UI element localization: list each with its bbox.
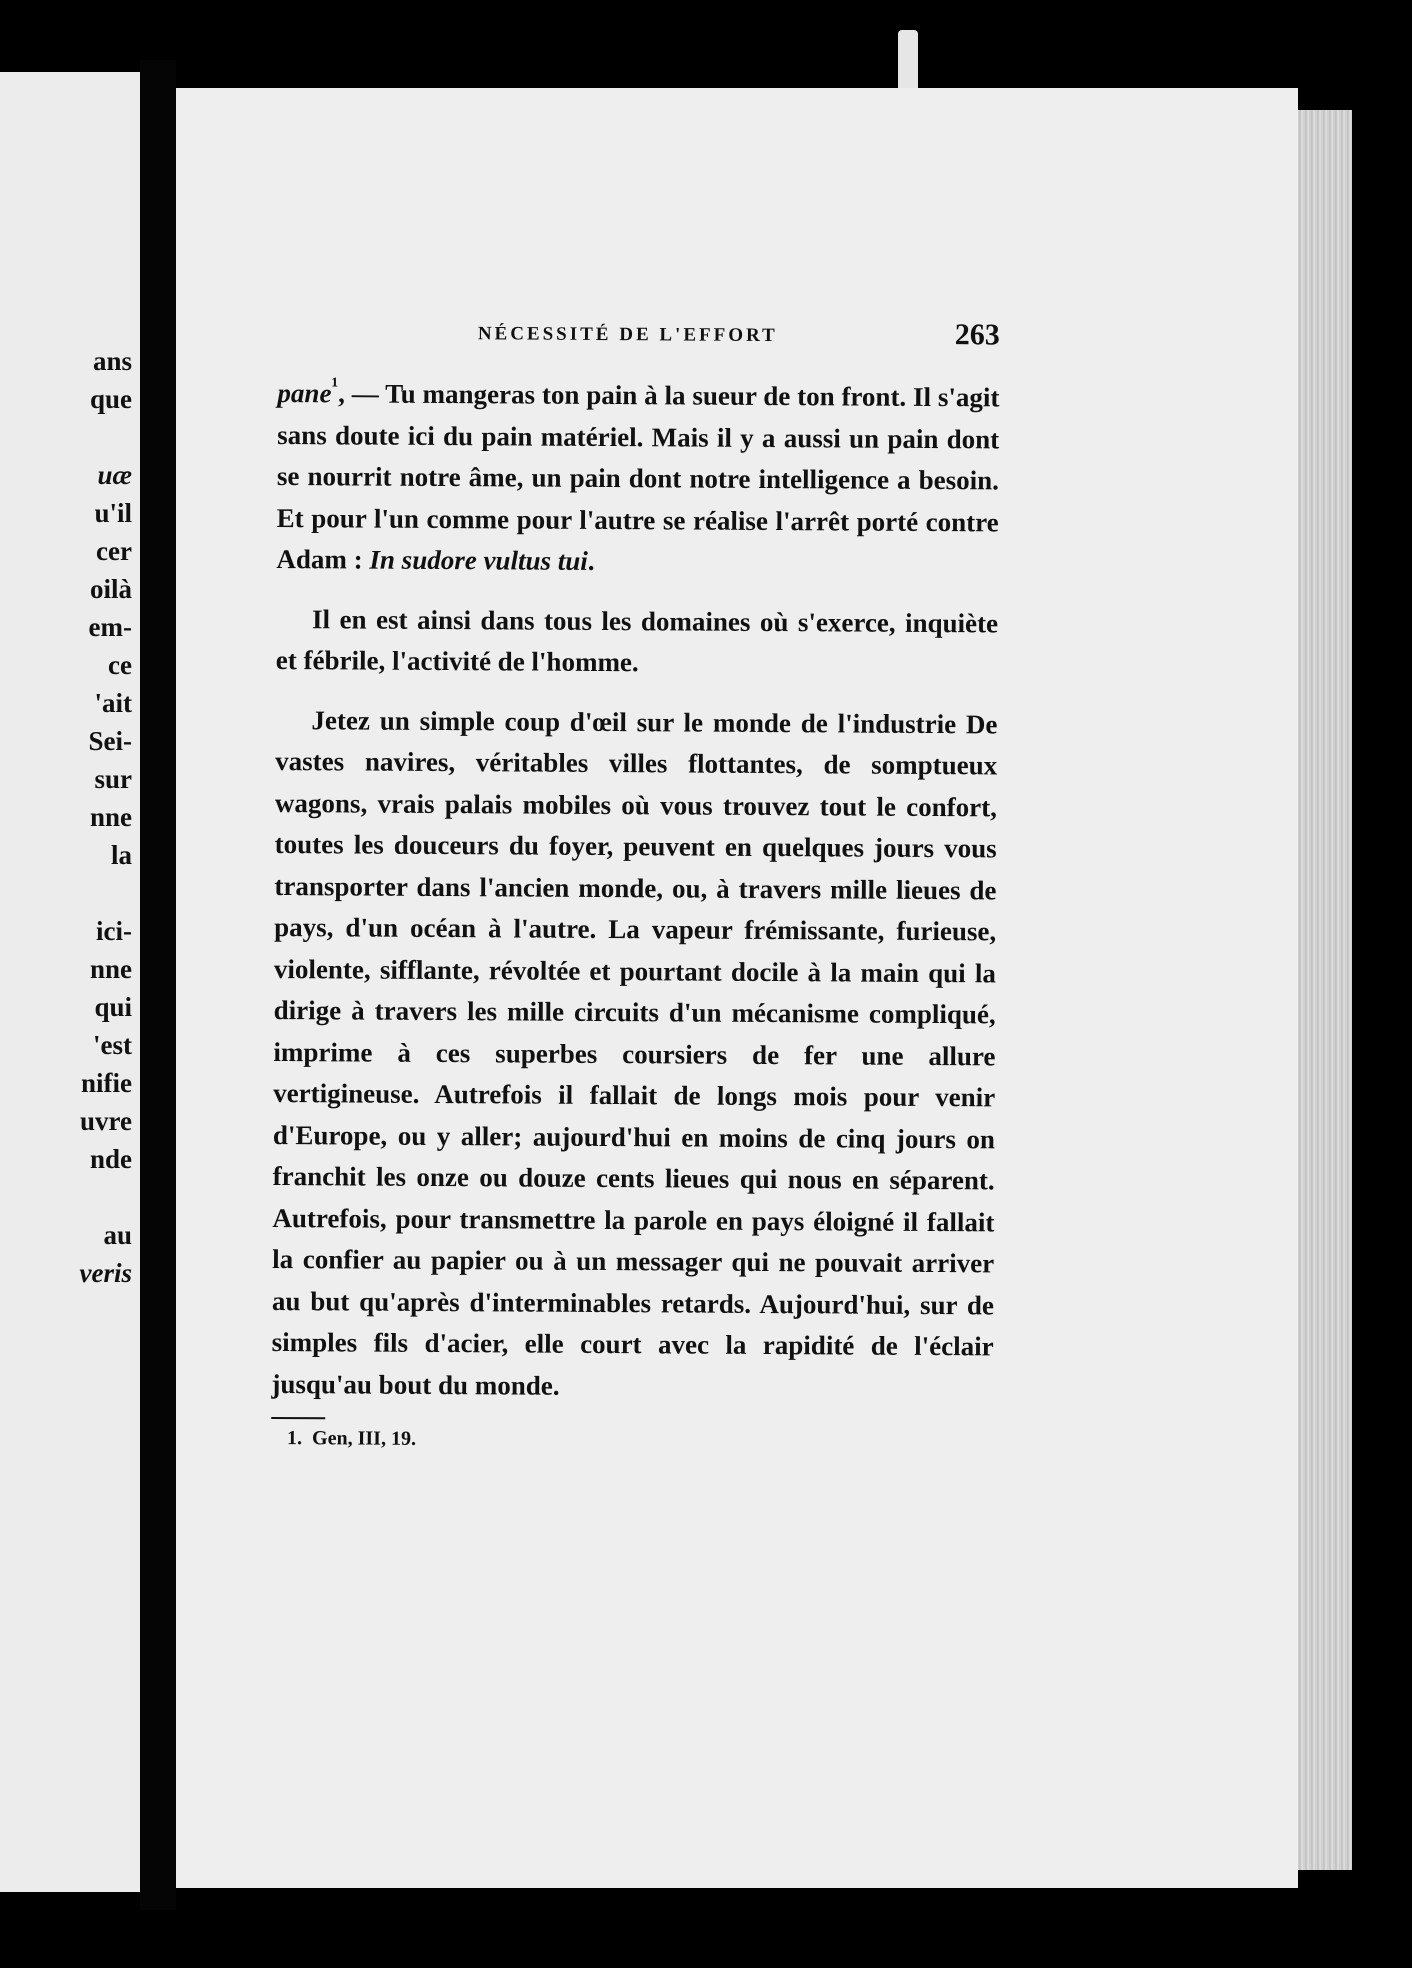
left-page-line-fragment: uæ	[97, 460, 132, 490]
footnote-text: Gen, III, 19.	[312, 1427, 417, 1450]
paragraph-1-body: , — Tu mangeras ton pain à la sueur de ton front. Il s'agit sans doute ici du pain matériel. Mais il y a aussi un pain dont se nourrit notre âme, un pain dont notre intelligence a besoin. Et pour l'un comme pour l'autre se réalise l'arrêt porté contre Adam :	[276, 378, 1000, 575]
left-page-line-fragment: sur	[94, 764, 132, 794]
footnote-rule	[271, 1417, 325, 1419]
left-page-line-fragment: qui	[94, 992, 132, 1022]
page-stack-edge	[1298, 110, 1352, 1870]
left-page-line-fragment: cer	[96, 536, 132, 566]
left-page-line-fragment: nne	[89, 954, 132, 984]
left-page-line-fragment: Sei-	[88, 726, 132, 756]
book-gutter	[140, 60, 176, 1910]
left-page-line-fragment: la	[110, 840, 132, 870]
left-page-line-fragment: nifie	[81, 1068, 132, 1098]
running-head-title: NÉCESSITÉ DE L'EFFORT	[477, 323, 778, 347]
paragraph-2: Il en est ainsi dans tous les domaines où s'exerce, inquiète et fébrile, l'activité de l'homme.	[275, 603, 999, 678]
left-page-line-fragment: veris	[79, 1258, 132, 1288]
paragraph-1-lead-italic: pane	[277, 377, 332, 409]
paragraph-1-end: .	[587, 545, 595, 576]
left-page-line-fragment: u'il	[94, 498, 132, 528]
running-head	[278, 308, 1000, 362]
left-page-line-fragment: ce	[108, 650, 132, 680]
left-page-line-fragment: em-	[88, 612, 132, 642]
left-page-line-fragment: au	[103, 1220, 132, 1250]
left-page-line-fragment: 'est	[93, 1030, 132, 1060]
footnote-reference: ¹	[331, 372, 339, 398]
left-page-line-ends	[0, 342, 132, 1292]
left-page-line-fragment: oilà	[89, 574, 132, 604]
left-page-line-fragment: ans	[92, 346, 132, 376]
paragraph-3: Jetez un simple coup d'œil sur le monde de l'industrie De vastes navires, véritables villes flottantes, de somptueux wagons, vrais palais mobiles où vous trouvez tout le confort, toutes les douceurs du foyer, peuvent en quelques jours vous transporter dans l'ancien monde, ou, à travers mille lieues de pays, d'un océan à l'autre. La vapeur frémissante, furieuse, violente, sifflante, révoltée et pourtant docile à la main qui la dirige à travers les mille circuits d'un mécanisme compliqué, imprime à ces superbes coursiers de fer une allure vertigineuse. Autrefois il fallait de longs mois pour venir d'Europe, ou y aller; aujourd'hui en moins de cinq jours on franchit les onze ou douze cents lieues qui nous en séparent. Autrefois, pour transmettre la parole en pays éloigné il fallait la confier au papier ou à un messager qui ne pouvait arriver au but qu'après d'interminables retards. Aujourd'hui, sur de simples fils d'acier, elle court avec la rapidité de l'éclair jusqu'au bout du monde.	[271, 704, 998, 1401]
footnote-number: 1.	[287, 1427, 303, 1450]
left-page-line-fragment: nde	[89, 1144, 132, 1174]
left-page-fragment	[0, 72, 140, 1892]
left-page-line-fragment: 'ait	[94, 688, 132, 718]
page-number: 263	[954, 318, 1000, 352]
page-text-block	[271, 308, 1000, 1457]
left-page-line-fragment: nne	[89, 802, 132, 832]
paragraph-1	[276, 364, 999, 585]
left-page-line-fragment: que	[89, 384, 132, 414]
left-page-line-fragment: ici-	[96, 916, 132, 946]
footnote	[271, 1423, 993, 1457]
left-page-line-fragment: uvre	[80, 1106, 132, 1136]
paragraph-1-latin-quote: In sudore vultus tui	[369, 544, 588, 576]
right-page	[176, 88, 1298, 1888]
